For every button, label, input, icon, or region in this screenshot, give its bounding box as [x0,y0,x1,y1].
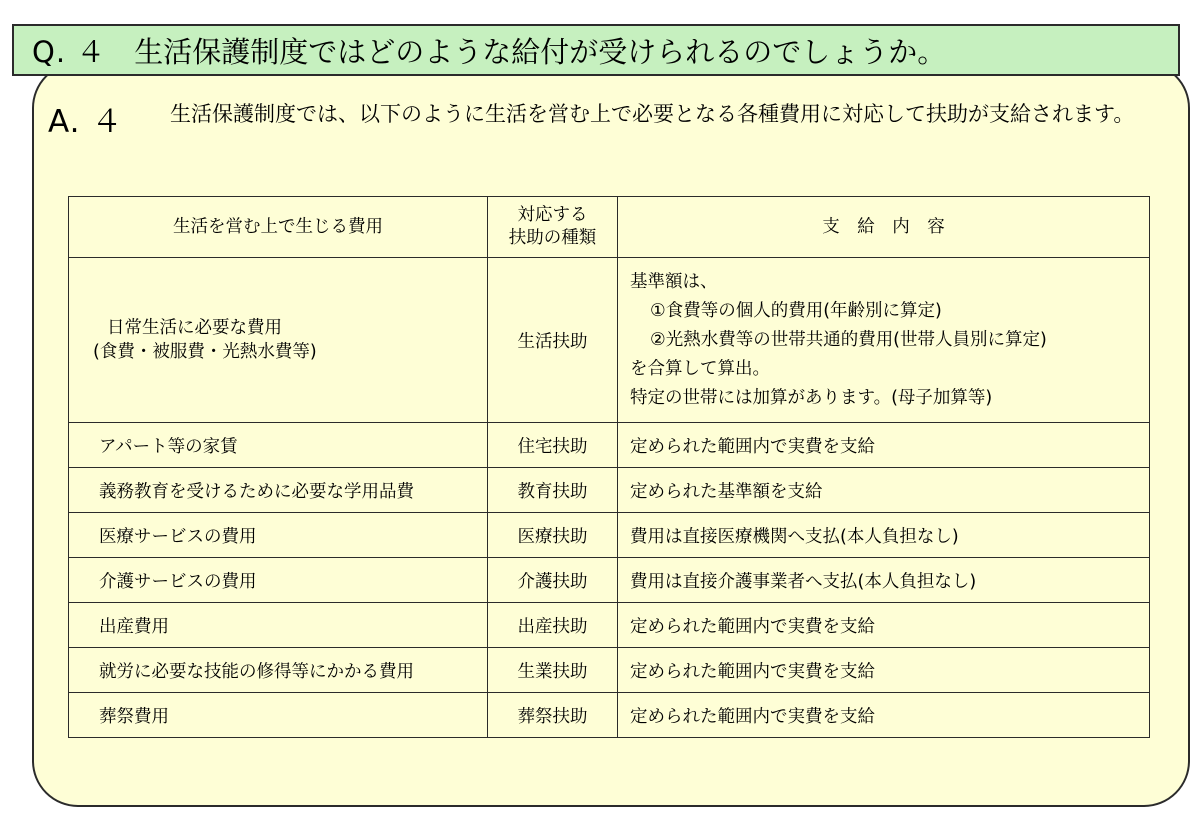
basis-line-addition: 特定の世帯には加算があります。(母子加算等) [630,387,993,408]
table-row [69,648,1150,693]
type-cell: 生業扶助 [488,648,618,693]
basis-line-intro: 基準額は、 [630,271,718,292]
cost-cell: 医療サービスの費用 [69,513,488,558]
answer-label: A. ４ [48,104,124,140]
cost-cell: 就労に必要な技能の修得等にかかる費用 [69,648,488,693]
table-row [69,513,1150,558]
question-label: Q. ４ [32,34,107,69]
table-row [69,258,1150,423]
header-type-line1: 対応する [517,205,588,225]
header-type [488,197,618,258]
table-row [69,603,1150,648]
content-cell: 定められた範囲内で実費を支給 [618,693,1150,738]
type-cell: 介護扶助 [488,558,618,603]
cost-cell: 出産費用 [69,603,488,648]
header-cost: 生活を営む上で生じる費用 [69,197,488,258]
cost-cell [69,258,488,423]
cost-cell: 義務教育を受けるために必要な学用品費 [69,468,488,513]
basis-line-sum: を合算して算出。 [630,358,770,379]
cost-line2: (食費・被服費・光熱水費等) [93,342,317,362]
header-content: 支 給 内 容 [618,197,1150,258]
type-cell: 葬祭扶助 [488,693,618,738]
content-cell: 定められた範囲内で実費を支給 [618,648,1150,693]
content-cell: 定められた範囲内で実費を支給 [618,603,1150,648]
benefit-table [68,196,1150,738]
table-header-row [69,197,1150,258]
content-cell: 費用は直接医療機関へ支払(本人負担なし) [618,513,1150,558]
content-cell: 費用は直接介護事業者へ支払(本人負担なし) [618,558,1150,603]
cost-cell: アパート等の家賃 [69,423,488,468]
table-row [69,558,1150,603]
type-cell: 住宅扶助 [488,423,618,468]
cost-cell: 葬祭費用 [69,693,488,738]
table-row [69,693,1150,738]
type-cell: 医療扶助 [488,513,618,558]
table-row [69,468,1150,513]
cost-cell: 介護サービスの費用 [69,558,488,603]
type-cell: 教育扶助 [488,468,618,513]
content-cell: 定められた基準額を支給 [618,468,1150,513]
question-banner [12,24,1180,76]
type-cell: 生活扶助 [488,258,618,423]
content-cell [618,258,1150,423]
question-text: 生活保護制度ではどのような給付が受けられるのでしょうか。 [134,34,947,69]
answer-text: 生活保護制度では、以下のように生活を営む上で必要となる各種費用に対応して扶助が支給されます。 [170,102,1135,126]
basis-line-household: ②光熱水費等の世帯共通的費用(世帯人員別に算定) [650,329,1047,350]
header-type-line2: 扶助の種類 [508,228,597,248]
type-cell: 出産扶助 [488,603,618,648]
basis-line-personal: ①食費等の個人的費用(年齢別に算定) [650,300,942,321]
table-row [69,423,1150,468]
content-cell: 定められた範囲内で実費を支給 [618,423,1150,468]
cost-line1: 日常生活に必要な費用 [107,318,282,338]
